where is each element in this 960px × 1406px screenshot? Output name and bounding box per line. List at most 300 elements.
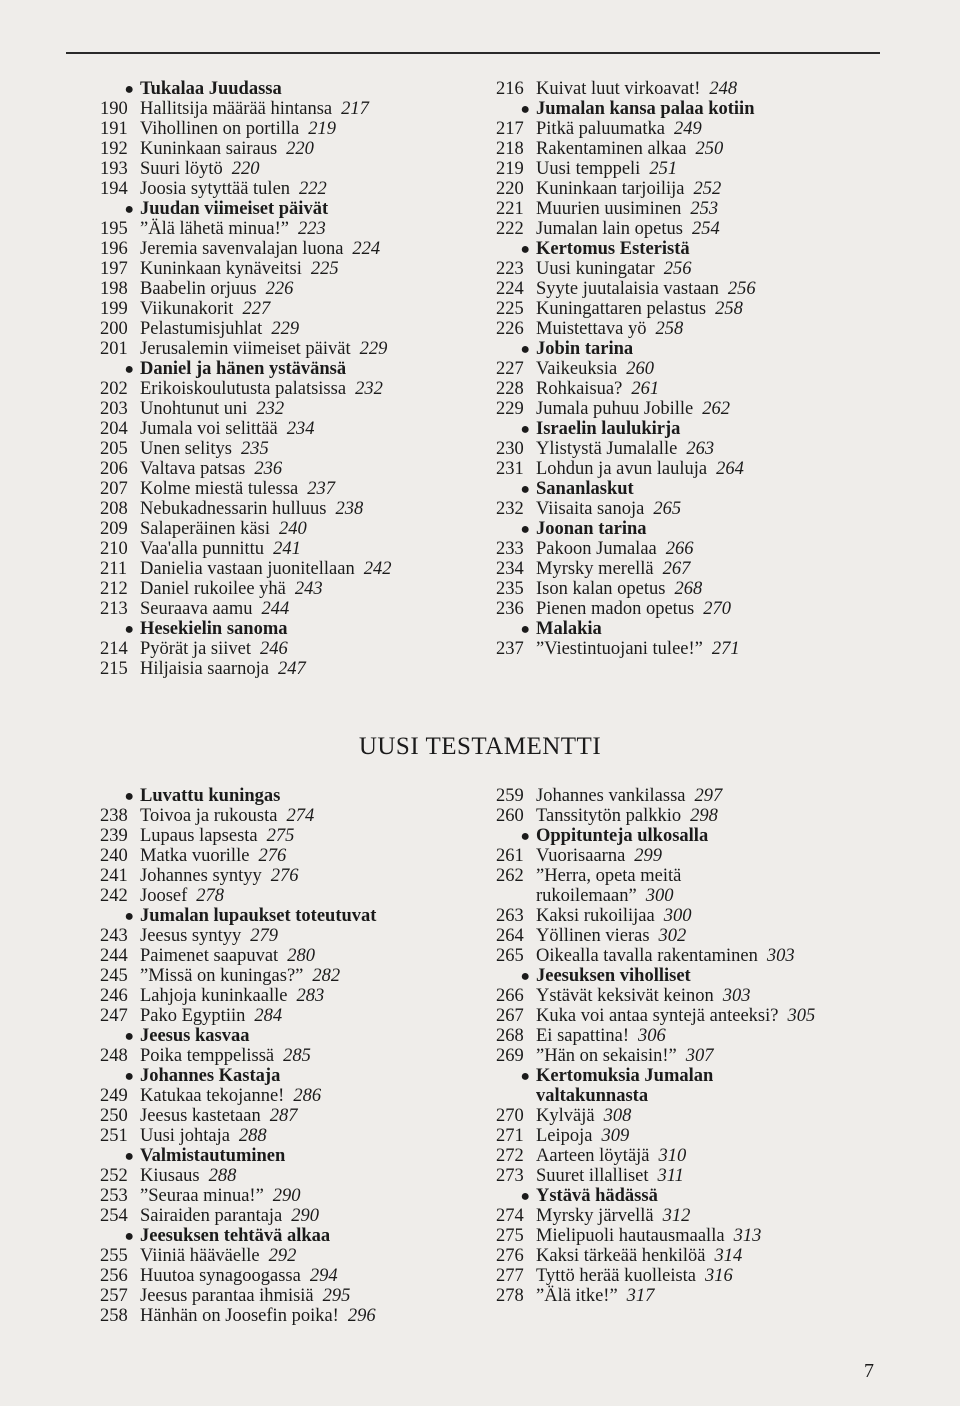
page-reference: 256 — [727, 279, 756, 299]
toc-entry — [496, 179, 916, 199]
story-number: 267 — [496, 1006, 524, 1026]
toc-entry — [100, 559, 520, 579]
toc-entry — [100, 926, 520, 946]
toc-entry — [496, 1266, 916, 1286]
page-reference: 219 — [308, 119, 336, 139]
toc-entry — [496, 439, 916, 459]
story-number: 238 — [100, 806, 128, 826]
bullet-icon: ● — [520, 521, 530, 538]
page-reference: 222 — [299, 179, 327, 199]
section-heading — [100, 1226, 520, 1246]
section-heading — [496, 1086, 916, 1106]
toc-entry — [496, 499, 916, 519]
story-number: 248 — [100, 1046, 128, 1066]
section-heading-text: Kertomuksia Jumalan — [536, 1066, 714, 1086]
toc-entry — [496, 806, 916, 826]
story-number: 234 — [496, 559, 524, 579]
page-reference: 258 — [655, 319, 684, 339]
story-number: 277 — [496, 1266, 524, 1286]
page-reference: 254 — [691, 219, 720, 239]
page-reference: 280 — [287, 946, 315, 966]
section-heading-text: Jeesuksen viholliset — [536, 966, 691, 986]
story-title: Oikealla tavalla rakentaminen — [536, 946, 758, 966]
page-reference: 249 — [673, 119, 702, 139]
page-reference: 217 — [341, 99, 369, 119]
story-title: Muurien uusiminen — [536, 199, 682, 219]
toc-entry — [100, 139, 520, 159]
page-reference: 227 — [242, 299, 271, 319]
story-title: Kuka voi antaa syntejä anteeksi? — [536, 1006, 779, 1026]
section-heading-text: Johannes Kastaja — [140, 1066, 281, 1086]
story-number: 222 — [496, 219, 524, 239]
story-number: 249 — [100, 1086, 128, 1106]
page-reference: 267 — [662, 559, 691, 579]
page-reference: 258 — [715, 299, 743, 319]
section-heading — [100, 619, 520, 639]
story-number: 206 — [100, 459, 128, 479]
page-reference: 232 — [355, 379, 383, 399]
page-reference: 312 — [662, 1206, 691, 1226]
story-title: Suuret illalliset — [536, 1166, 649, 1186]
story-title: Viisaita sanoja — [536, 499, 645, 519]
section-heading — [100, 1026, 520, 1046]
story-number: 227 — [496, 359, 524, 379]
toc-entry — [496, 219, 916, 239]
section-heading-text: Jumalan lupaukset toteutuvat — [140, 906, 377, 926]
story-number: 202 — [100, 379, 128, 399]
page-reference: 243 — [294, 579, 323, 599]
bullet-icon: ● — [520, 1068, 530, 1085]
story-number: 203 — [100, 399, 128, 419]
toc-entry — [496, 579, 916, 599]
page-reference: 252 — [693, 179, 722, 199]
story-number: 212 — [100, 579, 128, 599]
story-number: 251 — [100, 1126, 128, 1146]
section-heading — [496, 1066, 916, 1086]
story-title: Muistettava yö — [536, 319, 647, 339]
story-title: Vaikeuksia — [536, 359, 618, 379]
page-reference: 300 — [645, 886, 674, 906]
bullet-icon: ● — [520, 421, 530, 438]
toc-entry — [100, 239, 520, 259]
story-title: Paimenet saapuvat — [140, 946, 279, 966]
toc-entry — [100, 966, 520, 986]
story-title: Ei sapattina! — [536, 1026, 629, 1046]
story-number: 230 — [496, 439, 524, 459]
story-title: Pitkä paluumatka — [536, 119, 665, 139]
toc-entry — [100, 1006, 520, 1026]
story-title: Vuorisaarna — [536, 846, 626, 866]
story-number: 254 — [100, 1206, 128, 1226]
section-heading — [496, 99, 916, 119]
story-number: 246 — [100, 986, 128, 1006]
page-reference: 295 — [322, 1286, 351, 1306]
story-title: Tanssitytön palkkio — [536, 806, 682, 826]
story-title: ”Hän on sekaisin!” — [536, 1046, 677, 1066]
toc-entry — [496, 1146, 916, 1166]
story-number: 250 — [100, 1106, 128, 1126]
page-reference: 309 — [601, 1126, 630, 1146]
story-title: Uusi kuningatar — [536, 259, 655, 279]
story-title: Vihollinen on portilla — [140, 119, 300, 139]
story-title: Johannes syntyy — [140, 866, 262, 886]
section-heading-text: Malakia — [536, 619, 602, 639]
page-reference: 264 — [716, 459, 744, 479]
story-number: 193 — [100, 159, 128, 179]
section-heading — [496, 826, 916, 846]
toc-entry — [100, 659, 520, 679]
story-number: 213 — [100, 599, 128, 619]
story-title: Katukaa tekojanne! — [140, 1086, 285, 1106]
toc-entry — [100, 379, 520, 399]
page-reference: 266 — [665, 539, 694, 559]
story-title: Huutoa synagoogassa — [140, 1266, 301, 1286]
story-number: 266 — [496, 986, 524, 1006]
section-heading — [100, 786, 520, 806]
story-title: Pakoon Jumalaa — [536, 539, 657, 559]
toc-entry — [496, 399, 916, 419]
bullet-icon: ● — [520, 241, 530, 258]
page-reference: 220 — [231, 159, 260, 179]
page-reference: 317 — [626, 1286, 655, 1306]
story-title: Lohdun ja avun lauluja — [536, 459, 708, 479]
page-reference: 242 — [363, 559, 392, 579]
toc-entry — [100, 1166, 520, 1186]
section-heading-text: Jeesuksen tehtävä alkaa — [140, 1226, 331, 1246]
page-reference: 286 — [293, 1086, 322, 1106]
page-reference: 226 — [265, 279, 294, 299]
toc-entry — [496, 159, 916, 179]
story-number: 224 — [496, 279, 524, 299]
story-number: 253 — [100, 1186, 128, 1206]
story-number: 269 — [496, 1046, 524, 1066]
story-title: ”Herra, opeta meitä — [536, 866, 682, 886]
page-reference: 261 — [631, 379, 660, 399]
page-reference: 306 — [637, 1026, 666, 1046]
page-reference: 299 — [634, 846, 663, 866]
story-title: Aarteen löytäjä — [536, 1146, 650, 1166]
page-reference: 270 — [703, 599, 732, 619]
section-heading — [496, 619, 916, 639]
toc-entry — [496, 559, 916, 579]
toc-entry — [496, 379, 916, 399]
toc-entry — [100, 439, 520, 459]
section-heading — [496, 1186, 916, 1206]
section-heading-text: Daniel ja hänen ystävänsä — [140, 359, 347, 379]
story-number: 216 — [496, 79, 524, 99]
story-number: 236 — [496, 599, 524, 619]
toc-entry — [100, 459, 520, 479]
story-title: Toivoa ja rukousta — [140, 806, 278, 826]
story-number: 219 — [496, 159, 524, 179]
story-title: Sairaiden parantaja — [140, 1206, 283, 1226]
bullet-icon: ● — [520, 621, 530, 638]
page-reference: 236 — [254, 459, 283, 479]
story-title: Syyte juutalaisia vastaan — [536, 279, 719, 299]
section-heading-text: Hesekielin sanoma — [140, 619, 288, 639]
page-reference: 278 — [196, 886, 225, 906]
bullet-icon: ● — [124, 201, 134, 218]
story-title: Jeremia savenvalajan luona — [140, 239, 344, 259]
story-title: Hänhän on Joosefin poika! — [140, 1306, 339, 1326]
page-reference: 292 — [268, 1246, 297, 1266]
page-reference: 294 — [309, 1266, 338, 1286]
bullet-icon: ● — [520, 101, 530, 118]
story-number: 263 — [496, 906, 524, 926]
story-number: 268 — [496, 1026, 524, 1046]
story-title: Ystävät keksivät keinon — [536, 986, 714, 1006]
story-number: 235 — [496, 579, 524, 599]
page-reference: 220 — [286, 139, 314, 159]
page-reference: 238 — [335, 499, 364, 519]
new-testament-left-column — [100, 786, 520, 1326]
page-reference: 297 — [694, 786, 723, 806]
story-title: Jeesus syntyy — [140, 926, 242, 946]
page-reference: 302 — [658, 926, 687, 946]
story-number: 244 — [100, 946, 128, 966]
section-heading-text: Sananlaskut — [536, 479, 634, 499]
story-title: Kylväjä — [536, 1106, 595, 1126]
story-number: 243 — [100, 926, 128, 946]
section-heading — [100, 359, 520, 379]
page-reference: 253 — [690, 199, 719, 219]
section-heading-text: Joonan tarina — [536, 519, 647, 539]
story-number: 192 — [100, 139, 128, 159]
page-reference: 288 — [238, 1126, 267, 1146]
story-number: 198 — [100, 279, 128, 299]
toc-entry — [100, 259, 520, 279]
page-reference: 229 — [359, 339, 388, 359]
story-title: Jerusalemin viimeiset päivät — [140, 339, 351, 359]
toc-entry — [496, 866, 916, 886]
story-title: Unohtunut uni — [140, 399, 248, 419]
section-heading-text: Kertomus Esteristä — [536, 239, 690, 259]
story-number: 209 — [100, 519, 128, 539]
toc-entry — [100, 846, 520, 866]
toc-entry — [100, 1266, 520, 1286]
story-title: Kuivat luut virkoavat! — [536, 79, 701, 99]
story-number: 214 — [100, 639, 128, 659]
page-reference: 246 — [259, 639, 288, 659]
story-title: Kuninkaan kynäveitsi — [140, 259, 302, 279]
story-number: 231 — [496, 459, 524, 479]
story-title: Kiusaus — [140, 1166, 200, 1186]
page-reference: 248 — [709, 79, 738, 99]
toc-entry — [496, 259, 916, 279]
bullet-icon: ● — [520, 828, 530, 845]
toc-entry — [496, 359, 916, 379]
toc-entry — [100, 179, 520, 199]
top-rule — [66, 52, 880, 54]
story-title: Poika temppelissä — [140, 1046, 275, 1066]
story-number: 275 — [496, 1226, 524, 1246]
page-reference: 241 — [273, 539, 301, 559]
page-reference: 303 — [722, 986, 751, 1006]
page-reference: 268 — [674, 579, 703, 599]
section-heading-text: Luvattu kuningas — [140, 786, 281, 806]
story-number: 197 — [100, 259, 128, 279]
story-title: Rakentaminen alkaa — [536, 139, 687, 159]
story-number: 218 — [496, 139, 524, 159]
story-number: 265 — [496, 946, 524, 966]
story-title: Suuri löytö — [140, 159, 223, 179]
toc-entry — [100, 419, 520, 439]
story-number: 190 — [100, 99, 128, 119]
toc-entry — [496, 906, 916, 926]
story-number: 240 — [100, 846, 128, 866]
section-heading-text: Tukalaa Juudassa — [140, 79, 282, 99]
section-heading — [496, 239, 916, 259]
page-reference: 251 — [649, 159, 678, 179]
story-title: Daniel rukoilee yhä — [140, 579, 286, 599]
page-reference: 279 — [250, 926, 278, 946]
bullet-icon: ● — [520, 968, 530, 985]
story-title: Lupaus lapsesta — [140, 826, 258, 846]
toc-entry — [100, 399, 520, 419]
page-reference: 234 — [286, 419, 315, 439]
page-reference: 265 — [653, 499, 682, 519]
story-title: Uusi johtaja — [140, 1126, 230, 1146]
story-title: Pelastumisjuhlat — [140, 319, 263, 339]
bullet-icon: ● — [124, 621, 134, 638]
story-title: ”Seuraa minua!” — [140, 1186, 264, 1206]
toc-entry — [100, 319, 520, 339]
story-number: 242 — [100, 886, 128, 906]
toc-entry — [496, 1126, 916, 1146]
toc-entry — [496, 599, 916, 619]
new-testament-right-column — [496, 786, 916, 1306]
toc-entry — [496, 199, 916, 219]
bullet-icon: ● — [520, 1188, 530, 1205]
story-title: Jumala voi selittää — [140, 419, 278, 439]
page-reference: 247 — [277, 659, 306, 679]
story-title: Viikunakorit — [140, 299, 234, 319]
story-number: 200 — [100, 319, 128, 339]
story-title: Salaperäinen käsi — [140, 519, 270, 539]
toc-entry — [496, 539, 916, 559]
story-title: Jumalan lain opetus — [536, 219, 683, 239]
page-reference: 290 — [291, 1206, 320, 1226]
story-title: Mielipuoli hautausmaalla — [536, 1226, 725, 1246]
page-reference: 313 — [733, 1226, 762, 1246]
page-reference: 260 — [626, 359, 654, 379]
toc-entry — [496, 1026, 916, 1046]
section-heading-text: Israelin laulukirja — [536, 419, 681, 439]
page-reference: 284 — [254, 1006, 283, 1026]
bullet-icon: ● — [520, 341, 530, 358]
story-number: 229 — [496, 399, 524, 419]
story-number: 252 — [100, 1166, 128, 1186]
toc-entry — [496, 786, 916, 806]
bullet-icon: ● — [124, 1228, 134, 1245]
story-number: 210 — [100, 539, 128, 559]
story-number: 260 — [496, 806, 524, 826]
new-testament-heading: UUSI TESTAMENTTI — [358, 733, 602, 760]
toc-entry — [100, 1086, 520, 1106]
page-reference: 250 — [695, 139, 724, 159]
toc-entry — [496, 1246, 916, 1266]
page-reference: 232 — [256, 399, 285, 419]
section-heading-text: valtakunnasta — [536, 1086, 649, 1106]
page-reference: 274 — [286, 806, 315, 826]
toc-entry — [496, 639, 916, 659]
toc-entry — [496, 1046, 916, 1066]
story-title: Jeesus kastetaan — [140, 1106, 261, 1126]
toc-entry — [100, 519, 520, 539]
story-title: Yöllinen vieras — [536, 926, 650, 946]
story-number: 255 — [100, 1246, 128, 1266]
story-number: 228 — [496, 379, 524, 399]
page-reference: 296 — [347, 1306, 376, 1326]
bullet-icon: ● — [124, 1028, 134, 1045]
page-reference: 237 — [307, 479, 335, 499]
story-number: 220 — [496, 179, 524, 199]
story-title: ”Viestintuojani tulee!” — [536, 639, 703, 659]
story-number: 215 — [100, 659, 128, 679]
toc-entry — [496, 946, 916, 966]
toc-entry — [100, 159, 520, 179]
page-reference: 229 — [271, 319, 300, 339]
toc-entry — [100, 806, 520, 826]
toc-entry — [100, 599, 520, 619]
story-number: 239 — [100, 826, 128, 846]
story-number: 259 — [496, 786, 524, 806]
story-title: Ylistystä Jumalalle — [536, 439, 678, 459]
page-reference: 282 — [312, 966, 341, 986]
page-reference: 308 — [603, 1106, 632, 1126]
toc-entry — [100, 886, 520, 906]
page-reference: 305 — [787, 1006, 816, 1026]
story-number: 226 — [496, 319, 524, 339]
story-number: 274 — [496, 1206, 524, 1226]
story-number: 264 — [496, 926, 524, 946]
story-title: ”Missä on kuningas?” — [140, 966, 304, 986]
page-reference: 303 — [766, 946, 795, 966]
story-number: 261 — [496, 846, 524, 866]
story-title: Myrsky järvellä — [536, 1206, 654, 1226]
page-reference: 288 — [208, 1166, 237, 1186]
toc-entry — [496, 986, 916, 1006]
story-title: Jeesus parantaa ihmisiä — [140, 1286, 314, 1306]
toc-entry — [496, 886, 916, 906]
page-reference: 235 — [240, 439, 269, 459]
page-reference: 300 — [663, 906, 692, 926]
section-heading-text: Valmistautuminen — [140, 1146, 286, 1166]
toc-entry — [496, 139, 916, 159]
story-number: 211 — [100, 559, 128, 579]
story-title: Unen selitys — [140, 439, 232, 459]
story-number: 199 — [100, 299, 128, 319]
story-title: Kuninkaan sairaus — [140, 139, 278, 159]
page-reference: 276 — [258, 846, 287, 866]
story-number: 207 — [100, 479, 128, 499]
toc-entry — [496, 1206, 916, 1226]
story-title: Leipoja — [536, 1126, 593, 1146]
toc-entry — [100, 479, 520, 499]
story-title: Viiniä hääväelle — [140, 1246, 260, 1266]
page-reference: 275 — [266, 826, 295, 846]
bullet-icon: ● — [520, 481, 530, 498]
story-title: Hallitsija määrää hintansa — [140, 99, 333, 119]
toc-entry — [100, 986, 520, 1006]
story-title: Ison kalan opetus — [536, 579, 666, 599]
story-number: 237 — [496, 639, 524, 659]
toc-entry — [100, 1206, 520, 1226]
story-number: 225 — [496, 299, 524, 319]
page-reference: 225 — [310, 259, 339, 279]
story-title: Kuninkaan tarjoilija — [536, 179, 685, 199]
page-reference: 316 — [705, 1266, 733, 1286]
